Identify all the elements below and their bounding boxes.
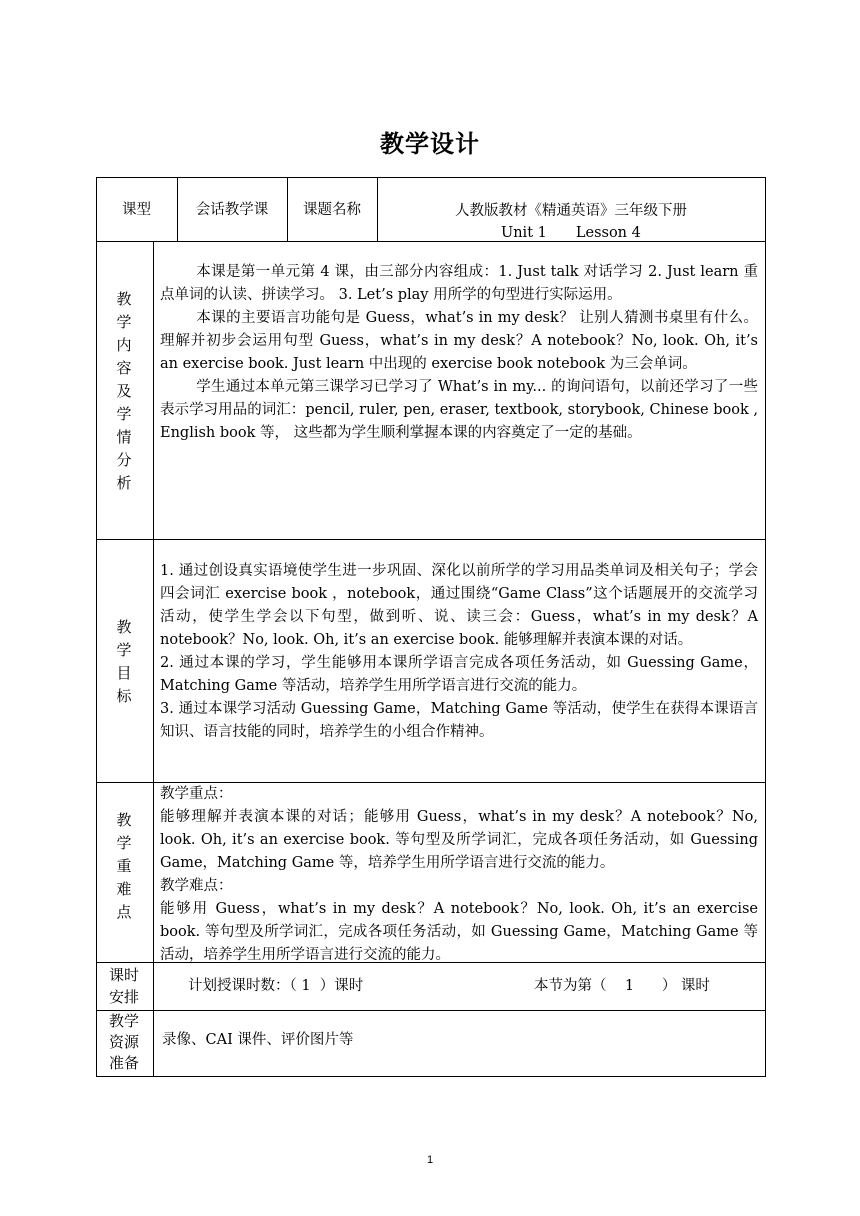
schedule-label: 课时 安排 bbox=[108, 966, 139, 1006]
resources-value: 录像、CAI 课件、评价图片等 bbox=[162, 1032, 354, 1048]
objectives-text bbox=[160, 560, 758, 744]
focus-text: 能够理解并表演本课的对话；能够用 Guess，what’s in my desk？A notebook？No, look. Oh, it’s an exercise book. 等句型及所学词汇，完成各项任务活动，如 Guessing Game，Matching Game 等，培养学生用所学语言进行交流的能力。 bbox=[160, 809, 758, 871]
content-paragraph: 学生通过本单元第三课学习已学习了 What’s in my... 的询问语句，以前还学习了一些表示学习用品的词汇：pencil, ruler, pen, eraser, textbook, storybook, Chinese book , English book 等， 这些都为学生顺利掌握本课的内容奠定了一定的基础。 bbox=[160, 379, 758, 441]
key-points-label: 教 学 重 难 点 bbox=[116, 811, 132, 921]
key-points-text bbox=[160, 783, 758, 967]
table-border-right bbox=[765, 177, 766, 1077]
objective-item: 1. 通过创设真实语境使学生进一步巩固、深化以前所学的学习用品类单词及相关句子；学会四会词汇 exercise book ，notebook，通过围绕“Game Class”这个话题展开的交流学习活动，使学生学会以下句型，做到听、说、读三会：Guess，what’s in my desk？A notebook？No, look. Oh, it’s an exercise book. 能够理解并表演本课的对话。 bbox=[160, 563, 758, 648]
objective-item: 3. 通过本课学习活动 Guessing Game，Matching Game 等活动，使学生在获得本课语言知识、语言技能的同时，培养学生的小组合作精神。 bbox=[160, 701, 758, 740]
resources-label: 教学 资源 准备 bbox=[108, 1012, 139, 1072]
difficulty-heading: 教学难点： bbox=[160, 878, 233, 894]
focus-heading: 教学重点： bbox=[160, 786, 233, 802]
row-divider bbox=[96, 1010, 766, 1011]
planned-hours: 计划授课时数：（ 1 ）课时 bbox=[188, 978, 364, 994]
difficulty-text: 能够用 Guess，what’s in my desk？A notebook？No, look. Oh, it’s an exercise book. 等句型及所学词汇，完成各项任务活动，如 Guessing Game，Matching Game 等活动，培养学生用所学语言进行交流的能力。 bbox=[160, 901, 758, 963]
table-border-top bbox=[96, 177, 766, 178]
row-divider bbox=[96, 539, 766, 540]
type-value: 会话教学课 bbox=[195, 202, 269, 218]
label-column-divider bbox=[153, 241, 154, 1077]
objectives-label: 教 学 目 标 bbox=[116, 618, 132, 705]
name-value-line1: 人教版教材《精通英语》三年级下册 bbox=[455, 203, 687, 219]
document-title: 教学设计 bbox=[380, 130, 480, 158]
objective-item: 2. 通过本课的学习，学生能够用本课所学语言完成各项任务活动，如 Guessing Game，Matching Game 等活动，培养学生用所学语言进行交流的能力。 bbox=[160, 655, 758, 694]
name-label: 课题名称 bbox=[303, 202, 361, 218]
content-paragraph: 本课是第一单元第 4 课，由三部分内容组成：1. Just talk 对话学习 2. Just learn 重点单词的认读、拼读学习。 3. Let’s play 用所学的句型进行实际运用。 bbox=[160, 264, 758, 303]
content-paragraph: 本课的主要语言功能句是 Guess，what’s in my desk？ 让别人猜测书桌里有什么。理解并初步会运用句型 Guess，what’s in my desk？A notebook？No, look. Oh, it’s an exercise book. Just learn 中出现的 exercise book notebook 为三会单词。 bbox=[160, 310, 758, 372]
current-hour: 本节为第（ 1 ） 课时 bbox=[534, 978, 710, 994]
content-analysis-text bbox=[160, 261, 758, 445]
name-value-line2: Unit 1 Lesson 4 bbox=[501, 225, 641, 241]
content-analysis-label: 教 学 内 容 及 学 情 分 析 bbox=[116, 290, 132, 492]
type-label: 课型 bbox=[122, 202, 151, 218]
lesson-plan-table bbox=[96, 177, 766, 1077]
page-number: 1 bbox=[426, 1154, 434, 1166]
table-border-bottom bbox=[96, 1076, 766, 1077]
